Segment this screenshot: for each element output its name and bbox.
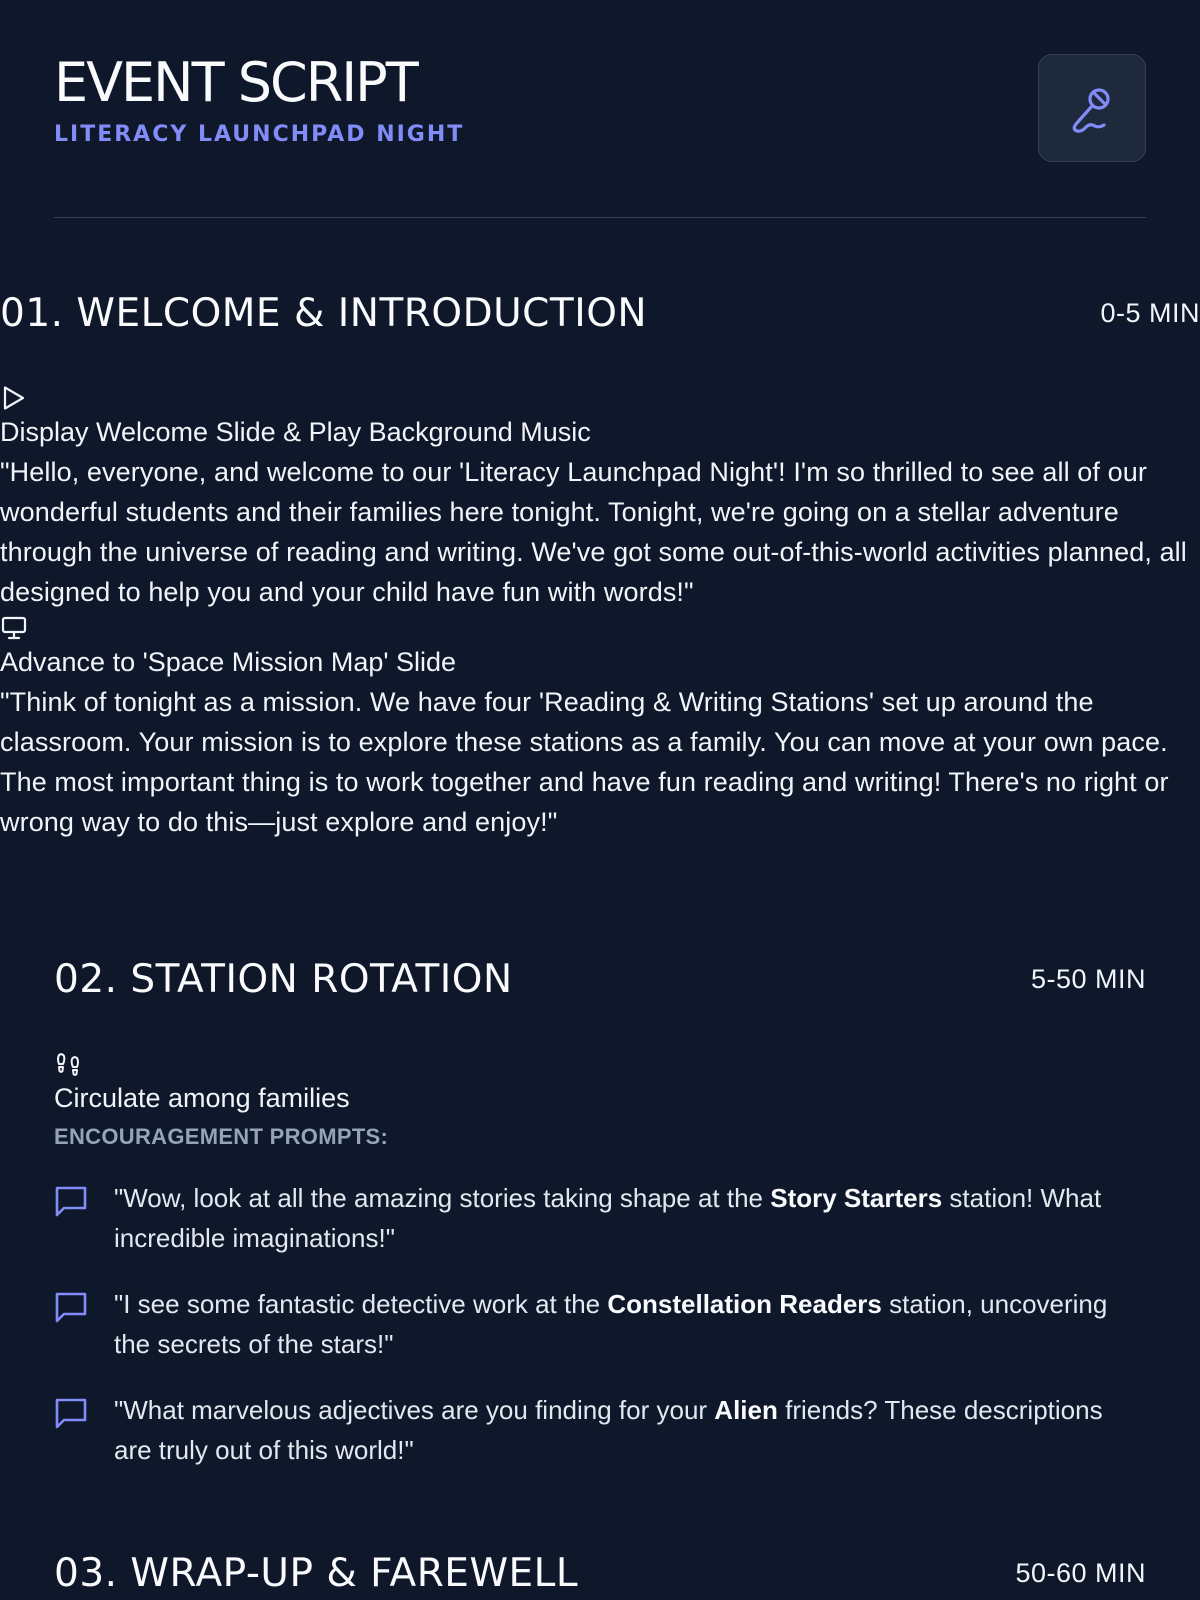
footprints-icon: [54, 1050, 1146, 1078]
list-item: [54, 1390, 1146, 1470]
section-header: [0, 288, 1200, 338]
list-item: [54, 1178, 1146, 1258]
section-time-badge: 0-5 MIN: [1100, 297, 1200, 328]
prompt-text: "I see some fantastic detective work at the Constellation Readers station, uncovering the secrets of the stars!": [114, 1289, 1108, 1359]
script-line: "Think of tonight as a mission. We have four 'Reading & Writing Stations' set up around the classroom. Your mission is to explore these stations as a family. You can move at your own pace. The most important thing is to work together and have fun reading and writing! There's no right or wrong way to do this—just explore and enjoy!": [0, 687, 1169, 837]
stage-cue: Circulate among families: [54, 1083, 350, 1113]
microphone-icon: [1064, 80, 1120, 136]
section-header: [54, 1548, 1146, 1598]
stage-cue: Display Welcome Slide & Play Background Music: [0, 417, 591, 447]
station-name: Story Starters: [770, 1183, 943, 1213]
page-subtitle: LITERACY LAUNCHPAD NIGHT: [54, 122, 465, 147]
page-title: EVENT SCRIPT: [54, 51, 417, 114]
section-time-badge: 50-60 MIN: [1015, 1557, 1146, 1588]
station-name: Alien: [714, 1395, 778, 1425]
section-header: [54, 954, 1146, 1004]
list-item: [54, 1284, 1146, 1364]
section-title: 03. WRAP-UP & FAREWELL: [54, 1550, 579, 1596]
monitor-icon: [0, 614, 1200, 642]
prompt-text: "What marvelous adjectives are you finding for your Alien friends? These descriptions are truly out of this world!": [114, 1395, 1103, 1465]
speech-bubble-icon: [54, 1178, 114, 1223]
page-header: [54, 0, 1146, 218]
section-station-rotation: [54, 954, 1146, 1470]
speech-bubble-icon: [54, 1284, 114, 1329]
section-welcome: [0, 288, 1200, 842]
section-wrap-up: [54, 1548, 1146, 1598]
station-name: Constellation Readers: [607, 1289, 882, 1319]
speech-bubble-icon: [54, 1390, 114, 1435]
section-time-badge: 5-50 MIN: [1030, 963, 1146, 994]
script-line: "Hello, everyone, and welcome to our 'Literacy Launchpad Night'! I'm so thrilled to see all of our wonderful students and their families here tonight. Tonight, we're going on a stellar adventure through the universe of reading and writing. We've got some out-of-this-world activities planned, all designed to help you and your child have fun with words!": [0, 457, 1187, 607]
microphone-button[interactable]: [1038, 54, 1146, 162]
prompts-label: ENCOURAGEMENT PROMPTS:: [54, 1124, 389, 1149]
section-title: 02. STATION ROTATION: [54, 956, 513, 1002]
play-icon: [0, 384, 1200, 412]
stage-cue: Advance to 'Space Mission Map' Slide: [0, 647, 457, 677]
section-title: 01. WELCOME & INTRODUCTION: [0, 290, 648, 336]
prompt-text: "Wow, look at all the amazing stories taking shape at the Story Starters station! What incredible imaginations!": [114, 1183, 1102, 1253]
